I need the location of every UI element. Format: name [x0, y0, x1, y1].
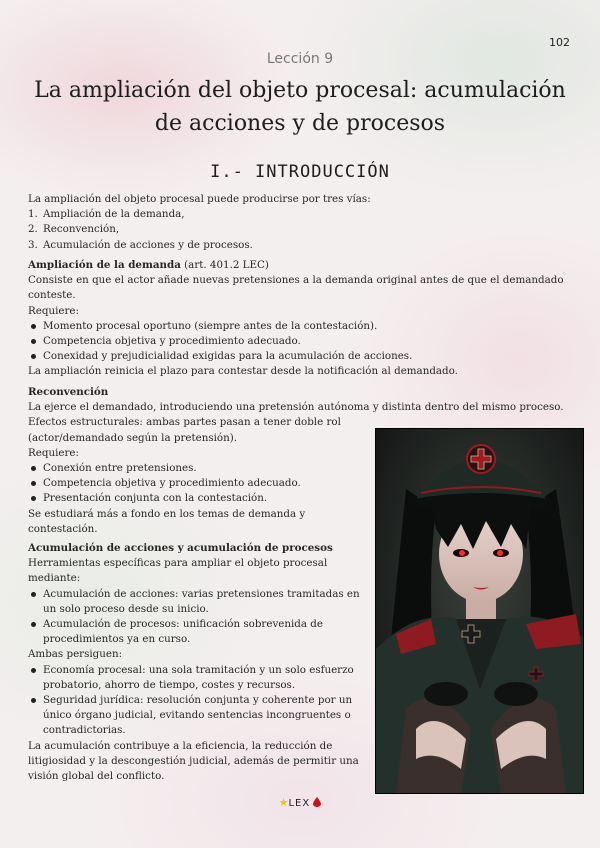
bullet-icon: [31, 339, 36, 344]
item-number: 1.: [28, 208, 38, 221]
anime-officer-illustration: [375, 428, 584, 794]
paragraph-line: mediante:: [28, 572, 81, 585]
list-item: [28, 222, 568, 237]
bullet-item: Competencia objetiva y procedimiento adecuado.: [28, 476, 568, 491]
list-item: [28, 207, 568, 222]
paragraph-line: Consiste en que el actor añade nuevas pretensiones a la demanda original antes de que el demandado: [28, 274, 564, 287]
illustration-svg: [376, 429, 584, 794]
acumulacion-heading: Acumulación de acciones y acumulación de procesos: [28, 542, 333, 554]
bullet-icon: [31, 324, 36, 329]
bullet-icon: [31, 668, 36, 673]
bullet-item: Presentación conjunta con la contestación.: [28, 491, 568, 506]
footer-brand: [0, 796, 600, 809]
bullet-icon: [31, 592, 36, 597]
persiguen-label: Ambas persiguen:: [28, 648, 123, 661]
requiere-label: Requiere:: [28, 304, 79, 317]
bullet-icon: [31, 354, 36, 359]
intro-text: La ampliación del objeto procesal puede producirse por tres vías:: [28, 193, 371, 205]
paragraph-line: Efectos estructurales: ambas partes pasan a tener doble rol: [28, 416, 341, 429]
paragraph-line: contestación.: [28, 522, 98, 535]
item-number: 2.: [28, 223, 38, 236]
page-title: La ampliación del objeto procesal: acumulación de acciones y de procesos: [34, 78, 566, 136]
cap-badge-icon: [467, 445, 495, 473]
bullet-item: Momento procesal oportuno (siempre antes de la contestación).: [28, 319, 568, 334]
paragraph-line: conteste.: [28, 289, 76, 302]
item-text: Ampliación de la demanda,: [43, 208, 185, 221]
bullet-icon: [31, 622, 36, 627]
ampliacion-section: [28, 258, 568, 380]
paragraph-line: visión global del conflicto.: [28, 770, 165, 783]
bullet-icon: [31, 466, 36, 471]
ampliacion-heading: Ampliación de la demanda: [28, 259, 181, 271]
intro-block: [28, 192, 568, 253]
blood-drop-icon: [313, 797, 321, 807]
paragraph-line: (actor/demandado según la pretensión).: [28, 431, 238, 444]
reconvencion-heading: Reconvención: [28, 386, 109, 398]
bullet-item: Seguridad jurídica: resolución conjunta y coherente por un único órgano judicial, evitando sentencias incongruentes o contradictorias.: [28, 693, 568, 739]
ampliacion-ref: (art. 401.2 LEC): [180, 259, 269, 271]
item-number: 3.: [28, 238, 38, 251]
paragraph-line: litigiosidad y la descongestión judicial, además de permitir una: [28, 754, 359, 767]
list-item: [28, 238, 568, 253]
item-text: Reconvención,: [43, 223, 120, 236]
bullet-icon: [31, 481, 36, 486]
bullet-item: Competencia objetiva y procedimiento adecuado.: [28, 334, 568, 349]
paragraph-line: La ampliación reinicia el plazo para contestar desde la notificación al demandado.: [28, 365, 458, 378]
paragraph-line: La acumulación contribuye a la eficiencia, la reducción de: [28, 739, 333, 752]
bullet-icon: [31, 496, 36, 501]
requiere-label: Requiere:: [28, 446, 79, 459]
paragraph-line: Se estudiará más a fondo en los temas de demanda y: [28, 507, 306, 520]
bullet-item: Conexidad y prejudicialidad exigidas para la acumulación de acciones.: [28, 349, 568, 364]
bullet-item: Conexión entre pretensiones.: [28, 461, 568, 476]
lesson-label: Lección 9: [266, 51, 334, 67]
item-text: Acumulación de acciones y de procesos.: [43, 238, 253, 251]
bullet-item: Economía procesal: una sola tramitación y un solo esfuerzo probatorio, ahorro de tiempo, costes y recursos.: [28, 663, 568, 693]
paragraph-line: Herramientas específicas para ampliar el objeto procesal: [28, 557, 328, 570]
bullet-item: Acumulación de procesos: unificación sobrevenida de procedimientos ya en curso.: [28, 617, 568, 647]
paragraph-line: La ejerce el demandado, introduciendo una pretensión autónoma y distinta dentro del mismo proceso.: [28, 401, 564, 414]
section-heading: I.- INTRODUCCIÓN: [210, 162, 390, 182]
star-icon: ★: [278, 796, 289, 809]
brand-text: LEX: [288, 798, 311, 809]
page-number: 102: [549, 36, 570, 49]
bullet-icon: [31, 698, 36, 703]
bullet-item: Acumulación de acciones: varias pretensiones tramitadas en un solo proceso desde su inicio.: [28, 587, 568, 617]
